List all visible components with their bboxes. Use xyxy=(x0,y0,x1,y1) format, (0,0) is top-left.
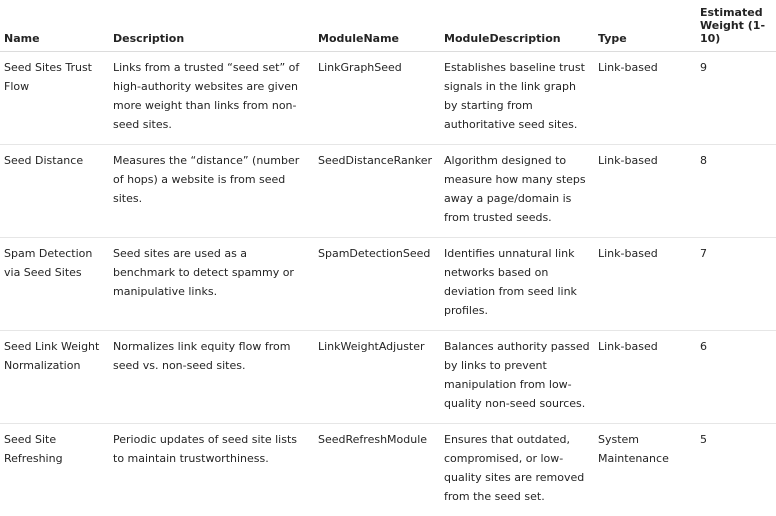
header-module-name: ModuleName xyxy=(314,0,440,52)
table-header xyxy=(0,0,776,52)
cell-name: Seed Site Refreshing xyxy=(4,433,63,465)
header-name: Name xyxy=(0,0,109,52)
cell-name: Seed Distance xyxy=(0,145,109,238)
header-type: Type xyxy=(594,0,696,52)
cell-type: Link-based xyxy=(594,238,696,331)
table-row xyxy=(0,424,776,516)
table-row xyxy=(0,238,776,331)
cell-module-name: SeedDistanceRanker xyxy=(314,145,440,238)
table-body xyxy=(0,52,776,516)
cell-name: Spam Detection via Seed Sites xyxy=(0,238,109,331)
cell-type: Link-based xyxy=(594,331,696,424)
cell-description: Periodic updates of seed site lists to maintain trustworthiness. xyxy=(113,433,297,465)
cell-weight: 8 xyxy=(696,145,776,238)
cell-description: Links from a trusted “seed set” of high-authority websites are given more weight than links from non-seed sites. xyxy=(109,52,314,145)
cell-module-description: Identifies unnatural link networks based on deviation from seed link profiles. xyxy=(440,238,594,331)
table-row xyxy=(0,52,776,145)
cell-name: Seed Sites Trust Flow xyxy=(0,52,109,145)
header-description: Description xyxy=(109,0,314,52)
cell-type: System Maintenance xyxy=(598,433,669,465)
cell-module-name: SeedRefreshModule xyxy=(318,433,428,446)
cell-type: Link-based xyxy=(594,145,696,238)
cell-description: Seed sites are used as a benchmark to detect spammy or manipulative links. xyxy=(109,238,314,331)
cell-description: Normalizes link equity flow from seed vs. non-seed sites. xyxy=(109,331,314,424)
cell-module-name: LinkWeightAdjuster xyxy=(314,331,440,424)
cell-weight: 6 xyxy=(696,331,776,424)
table-row xyxy=(0,331,776,424)
header-module-description: ModuleDescription xyxy=(440,0,594,52)
cell-module-description: Balances authority passed by links to prevent manipulation from low-quality non-seed sources. xyxy=(440,331,594,424)
table-row xyxy=(0,145,776,238)
cell-weight: 5 xyxy=(700,433,707,446)
cell-module-description: Algorithm designed to measure how many steps away a page/domain is from trusted seeds. xyxy=(440,145,594,238)
cell-type: Link-based xyxy=(594,52,696,145)
cell-weight: 9 xyxy=(696,52,776,145)
cell-description: Measures the “distance” (number of hops) a website is from seed sites. xyxy=(109,145,314,238)
cell-module-name: LinkGraphSeed xyxy=(314,52,440,145)
cell-module-description: Establishes baseline trust signals in the link graph by starting from authoritative seed sites. xyxy=(440,52,594,145)
header-row xyxy=(0,0,776,52)
cell-name: Seed Link Weight Normalization xyxy=(0,331,109,424)
cell-module-name: SpamDetectionSeed xyxy=(314,238,440,331)
cell-weight: 7 xyxy=(696,238,776,331)
cell-module-description: Ensures that outdated, compromised, or low-quality sites are removed from the seed set. xyxy=(444,433,585,503)
header-weight: Estimated Weight (1-10) xyxy=(696,0,776,52)
